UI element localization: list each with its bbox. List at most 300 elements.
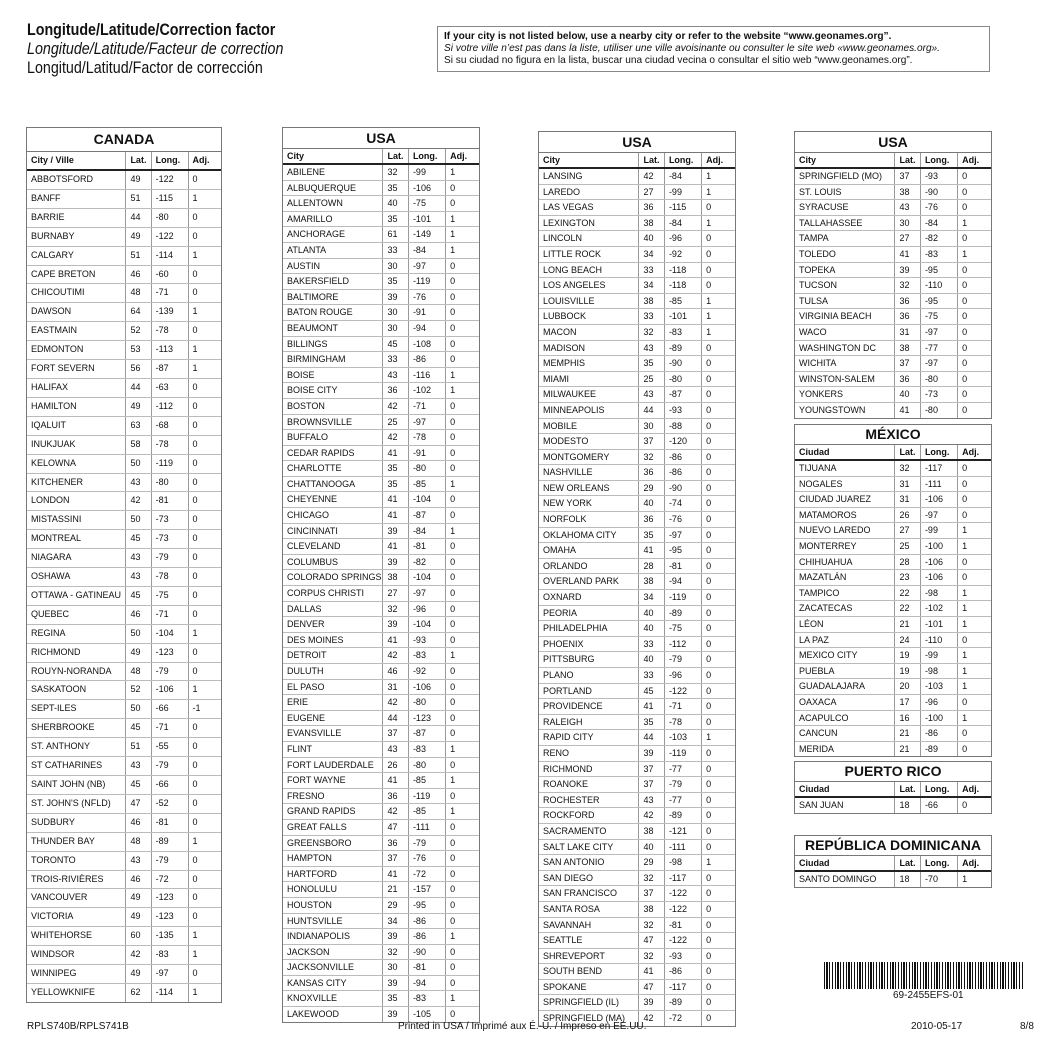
city-cell: SAVANNAH	[539, 917, 639, 933]
city-cell: INDIANAPOLIS	[283, 929, 383, 945]
lat-cell: 42	[383, 804, 408, 820]
long-cell: -122	[664, 933, 701, 949]
table-row	[795, 168, 991, 184]
city-cell: AUSTIN	[283, 258, 383, 274]
table-row	[283, 679, 479, 695]
lat-cell: 18	[895, 797, 920, 813]
column-header-lat: Lat.	[126, 152, 151, 170]
long-cell: -97	[151, 965, 188, 984]
city-cell: OSHAWA	[27, 568, 126, 587]
adj-cell: 0	[958, 492, 991, 508]
lat-cell: 45	[126, 776, 151, 795]
lat-cell: 43	[126, 473, 151, 492]
adj-cell: 1	[188, 681, 221, 700]
city-cell: EL PASO	[283, 679, 383, 695]
adj-cell: 0	[188, 568, 221, 587]
adj-cell: 0	[702, 839, 735, 855]
adj-cell: 0	[446, 882, 479, 898]
long-cell: -106	[920, 554, 957, 570]
lat-cell: 61	[383, 227, 408, 243]
adj-cell: 0	[188, 908, 221, 927]
lat-cell: 21	[895, 726, 920, 742]
long-cell: -66	[151, 776, 188, 795]
adj-cell: 1	[446, 383, 479, 399]
lat-cell: 32	[383, 164, 408, 180]
lat-cell: 31	[383, 679, 408, 695]
column-header-adj: Adj.	[188, 152, 221, 170]
table-row	[27, 170, 221, 189]
city-cell: SASKATOON	[27, 681, 126, 700]
table-row	[283, 617, 479, 633]
long-cell: -97	[408, 258, 445, 274]
adj-cell: 0	[446, 586, 479, 602]
long-cell: -79	[408, 835, 445, 851]
city-cell: REGINA	[27, 624, 126, 643]
adj-cell: 0	[446, 180, 479, 196]
long-cell: -78	[151, 568, 188, 587]
adj-cell: 0	[188, 170, 221, 189]
adj-cell: 1	[958, 679, 991, 695]
table-row	[795, 340, 991, 356]
adj-cell: 1	[446, 773, 479, 789]
adj-cell: 0	[446, 960, 479, 976]
city-cell: HALIFAX	[27, 378, 126, 397]
city-cell: TULSA	[795, 293, 895, 309]
city-cell: SOUTH BEND	[539, 964, 639, 980]
city-cell: GREENSBORO	[283, 835, 383, 851]
city-cell: WHITEHORSE	[27, 927, 126, 946]
adj-cell: 0	[446, 788, 479, 804]
long-cell: -112	[664, 636, 701, 652]
lat-cell: 40	[639, 652, 664, 668]
adj-cell: 0	[188, 397, 221, 416]
adj-cell: 1	[702, 309, 735, 325]
adj-cell: 0	[702, 543, 735, 559]
adj-cell: 1	[446, 242, 479, 258]
long-cell: -84	[408, 242, 445, 258]
adj-cell: 0	[188, 473, 221, 492]
long-cell: -66	[151, 700, 188, 719]
adj-cell: 0	[702, 558, 735, 574]
table-row	[795, 356, 991, 372]
long-cell: -108	[408, 336, 445, 352]
city-cell: BALTIMORE	[283, 289, 383, 305]
long-cell: -78	[408, 430, 445, 446]
table-row	[283, 352, 479, 368]
long-cell: -111	[664, 839, 701, 855]
table-row	[539, 979, 735, 995]
lat-cell: 35	[383, 274, 408, 290]
adj-cell: 0	[446, 196, 479, 212]
long-cell: -157	[408, 882, 445, 898]
long-cell: -100	[920, 538, 957, 554]
lat-cell: 49	[126, 889, 151, 908]
table-row	[27, 870, 221, 889]
city-cell: MONTREAL	[27, 530, 126, 549]
lat-cell: 40	[639, 231, 664, 247]
table-row	[795, 741, 991, 756]
table-row	[283, 1007, 479, 1022]
city-cell: BOISE	[283, 367, 383, 383]
lat-cell: 41	[639, 543, 664, 559]
table-header-row	[795, 445, 991, 460]
adj-cell: 0	[188, 643, 221, 662]
city-cell: HARTFORD	[283, 866, 383, 882]
city-cell: PLANO	[539, 668, 639, 684]
adj-cell: 0	[446, 289, 479, 305]
long-cell: -135	[151, 927, 188, 946]
adj-cell: 0	[702, 574, 735, 590]
lat-cell: 42	[383, 695, 408, 711]
lat-cell: 38	[895, 184, 920, 200]
column-header-long: Long.	[151, 152, 188, 170]
lat-cell: 34	[639, 278, 664, 294]
city-cell: YELLOWKNIFE	[31, 986, 96, 997]
lat-cell: 37	[895, 356, 920, 372]
lat-cell: 46	[126, 813, 151, 832]
lat-cell: 34	[639, 246, 664, 262]
lat-cell: 41	[383, 445, 408, 461]
adj-cell: 1	[958, 710, 991, 726]
table-row	[27, 246, 221, 265]
long-cell: -122	[664, 886, 701, 902]
lat-cell: 43	[639, 340, 664, 356]
lat-cell: 33	[639, 636, 664, 652]
table-row	[539, 590, 735, 606]
adj-cell: 0	[702, 465, 735, 481]
adj-cell: 0	[446, 414, 479, 430]
table-row	[539, 948, 735, 964]
column-header-adj: Adj.	[702, 153, 735, 168]
table-row	[27, 397, 221, 416]
adj-cell: 0	[188, 454, 221, 473]
city-cell: BUFFALO	[283, 430, 383, 446]
city-cell: ABILENE	[283, 164, 383, 180]
long-cell: -68	[151, 416, 188, 435]
city-cell: MODESTO	[539, 434, 639, 450]
city-cell: LÉON	[795, 616, 895, 632]
adj-cell: 0	[702, 886, 735, 902]
city-cell: ZACATECAS	[795, 601, 895, 617]
city-cell: HAMILTON	[27, 397, 126, 416]
city-cell: NORFOLK	[539, 512, 639, 528]
table-row	[539, 512, 735, 528]
long-cell: -71	[151, 605, 188, 624]
table-row	[283, 258, 479, 274]
long-cell: -90	[664, 480, 701, 496]
long-cell: -80	[664, 371, 701, 387]
lat-cell: 43	[126, 568, 151, 587]
lat-cell: 35	[639, 356, 664, 372]
lat-cell: 48	[126, 662, 151, 681]
adj-cell: 0	[188, 322, 221, 341]
long-cell: -81	[664, 558, 701, 574]
adj-cell: 0	[958, 340, 991, 356]
city-cell: LONDON	[27, 492, 126, 511]
adj-cell: 0	[958, 231, 991, 247]
city-cell: RALEIGH	[539, 714, 639, 730]
city-cell: COLUMBUS	[283, 554, 383, 570]
adj-cell: 0	[446, 710, 479, 726]
long-cell: -75	[408, 196, 445, 212]
city-cell: MONTERREY	[795, 538, 895, 554]
city-cell: BEAUMONT	[283, 320, 383, 336]
long-cell: -111	[408, 819, 445, 835]
long-cell: -80	[920, 371, 957, 387]
table-row	[283, 164, 479, 180]
city-cell: BIRMINGHAM	[283, 352, 383, 368]
table-header-row	[795, 153, 991, 168]
city-cell: HONOLULU	[283, 882, 383, 898]
city-cell: CORPUS CHRISTI	[283, 586, 383, 602]
city-cell: EVANSVILLE	[283, 726, 383, 742]
adj-cell: 0	[702, 402, 735, 418]
table-row	[539, 449, 735, 465]
table-row	[283, 773, 479, 789]
adj-cell: 0	[702, 512, 735, 528]
city-cell: RICHMOND	[539, 761, 639, 777]
table-row	[27, 378, 221, 397]
city-cell: MACON	[539, 324, 639, 340]
long-cell: -75	[920, 309, 957, 325]
lat-cell: 36	[383, 835, 408, 851]
long-cell: -96	[664, 668, 701, 684]
table-row	[283, 492, 479, 508]
long-cell: -87	[151, 360, 188, 379]
long-cell: -103	[920, 679, 957, 695]
lat-cell: 64	[126, 303, 151, 322]
city-cell: SEPT-ILES	[27, 700, 126, 719]
long-cell: -103	[664, 730, 701, 746]
table-row	[795, 507, 991, 523]
lat-cell: 41	[895, 402, 920, 417]
table-row	[27, 473, 221, 492]
city-cell: MEXICO CITY	[795, 648, 895, 664]
long-cell: -79	[151, 662, 188, 681]
adj-cell: 0	[188, 511, 221, 530]
table-row	[27, 435, 221, 454]
lat-cell: 25	[639, 371, 664, 387]
lat-cell: 42	[126, 946, 151, 965]
long-cell: -85	[408, 804, 445, 820]
long-cell: -104	[151, 624, 188, 643]
long-cell: -73	[920, 387, 957, 403]
website-note	[437, 26, 990, 72]
lat-cell: 42	[639, 808, 664, 824]
lat-cell: 47	[383, 819, 408, 835]
long-cell: -80	[151, 208, 188, 227]
long-cell: -73	[151, 530, 188, 549]
table-header-row	[283, 149, 479, 164]
adj-cell: 0	[958, 293, 991, 309]
adj-cell: 0	[702, 262, 735, 278]
table-grid	[27, 152, 221, 1002]
adj-cell: 0	[446, 897, 479, 913]
city-cell: LINCOLN	[539, 231, 639, 247]
adj-cell: 0	[958, 507, 991, 523]
city-cell: GRAND RAPIDS	[283, 804, 383, 820]
table-row	[283, 180, 479, 196]
table-row	[539, 823, 735, 839]
long-cell: -97	[408, 586, 445, 602]
city-cell: OAXACA	[795, 694, 895, 710]
lat-cell: 38	[895, 340, 920, 356]
lat-cell: 27	[639, 184, 664, 200]
city-cell: RENO	[539, 745, 639, 761]
city-cell: MEMPHIS	[539, 356, 639, 372]
long-cell: -55	[151, 738, 188, 757]
lat-cell: 36	[383, 383, 408, 399]
long-cell: -123	[151, 643, 188, 662]
long-cell: -119	[664, 590, 701, 606]
table-row	[539, 324, 735, 340]
adj-cell: 1	[188, 624, 221, 643]
table-row	[283, 414, 479, 430]
table-row	[283, 819, 479, 835]
table-row	[795, 694, 991, 710]
adj-cell: 0	[702, 231, 735, 247]
adj-cell: 0	[188, 794, 221, 813]
lat-cell: 41	[895, 246, 920, 262]
city-cell: SANTA ROSA	[539, 901, 639, 917]
adj-cell: 0	[702, 979, 735, 995]
table-row	[795, 797, 991, 813]
adj-cell: 0	[446, 975, 479, 991]
city-cell: SAN JUAN	[799, 800, 844, 810]
city-cell: CAPE BRETON	[27, 265, 126, 284]
adj-cell: 0	[702, 823, 735, 839]
adj-cell: 0	[702, 496, 735, 512]
note-english: If your city is not listed below, use a nearby city or refer to the website “www.geonames.org”.	[444, 31, 892, 42]
long-cell: -86	[408, 929, 445, 945]
lat-cell: 22	[895, 601, 920, 617]
long-cell: -98	[920, 585, 957, 601]
table-header-row	[27, 152, 221, 170]
lat-cell: 36	[895, 371, 920, 387]
adj-cell: 0	[958, 726, 991, 742]
table-row	[283, 383, 479, 399]
lat-cell: 51	[126, 189, 151, 208]
adj-cell: 0	[446, 866, 479, 882]
city-cell: OMAHA	[539, 543, 639, 559]
long-cell: -52	[151, 794, 188, 813]
lat-cell: 37	[383, 726, 408, 742]
table-row	[795, 523, 991, 539]
adj-cell: 0	[702, 995, 735, 1011]
column-header-city: Ciudad	[795, 782, 895, 797]
adj-cell: 0	[958, 184, 991, 200]
table-row	[539, 870, 735, 886]
adj-cell: 0	[446, 398, 479, 414]
long-cell: -93	[408, 632, 445, 648]
table-row	[27, 738, 221, 757]
city-cell: KITCHENER	[27, 473, 126, 492]
adj-cell: 0	[446, 570, 479, 586]
table-row	[795, 402, 991, 417]
table-row	[283, 975, 479, 991]
city-cell: ST CATHARINES	[27, 757, 126, 776]
lat-cell: 37	[639, 761, 664, 777]
city-cell: OTTAWA - GATINEAU	[27, 586, 126, 605]
long-cell: -79	[664, 652, 701, 668]
adj-cell: 0	[702, 761, 735, 777]
table-row	[539, 668, 735, 684]
adj-cell: 0	[188, 549, 221, 568]
table-row	[539, 730, 735, 746]
long-cell: -99	[408, 164, 445, 180]
long-cell: -119	[664, 745, 701, 761]
table-row	[27, 794, 221, 813]
long-cell: -106	[920, 570, 957, 586]
table-row	[27, 360, 221, 379]
long-cell: -84	[920, 215, 957, 231]
city-cell: EASTMAIN	[27, 322, 126, 341]
lat-cell: 41	[383, 539, 408, 555]
city-cell: HOUSTON	[283, 897, 383, 913]
long-cell: -123	[408, 710, 445, 726]
city-cell: CHEYENNE	[283, 492, 383, 508]
table-row	[27, 284, 221, 303]
long-cell: -121	[664, 823, 701, 839]
adj-cell: 0	[188, 965, 221, 984]
adj-cell: 0	[446, 601, 479, 617]
city-cell: WINSTON-SALEM	[795, 371, 895, 387]
adj-cell: 0	[446, 554, 479, 570]
long-cell: -90	[920, 184, 957, 200]
city-cell: SANTO DOMINGO	[799, 874, 877, 884]
long-cell: -117	[664, 870, 701, 886]
adj-cell: 0	[188, 586, 221, 605]
adj-cell: 0	[446, 539, 479, 555]
table-row	[283, 726, 479, 742]
table-row	[539, 278, 735, 294]
long-cell: -76	[664, 512, 701, 528]
table-row	[283, 274, 479, 290]
city-cell: CHATTANOOGA	[283, 476, 383, 492]
adj-cell: 0	[702, 917, 735, 933]
lat-cell: 33	[383, 352, 408, 368]
long-cell: -85	[664, 293, 701, 309]
lat-cell: 46	[126, 870, 151, 889]
adj-cell: 0	[702, 777, 735, 793]
city-cell: WICHITA	[795, 356, 895, 372]
adj-cell: 1	[446, 804, 479, 820]
table-grid	[795, 445, 991, 756]
city-cell: ATLANTA	[283, 242, 383, 258]
long-cell: -85	[408, 773, 445, 789]
city-cell: TORONTO	[27, 851, 126, 870]
table-row	[283, 913, 479, 929]
column-header-adj: Adj.	[446, 149, 479, 164]
table-row	[27, 700, 221, 719]
table-row	[27, 624, 221, 643]
city-cell: NEW ORLEANS	[539, 480, 639, 496]
adj-cell: 0	[958, 262, 991, 278]
lat-cell: 27	[895, 231, 920, 247]
table-row	[283, 897, 479, 913]
table-grid	[795, 153, 991, 418]
adj-cell: 1	[188, 246, 221, 265]
lat-cell: 33	[639, 668, 664, 684]
long-cell: -83	[408, 648, 445, 664]
lat-cell: 30	[383, 960, 408, 976]
city-cell: TIJUANA	[795, 460, 895, 476]
adj-cell: 0	[446, 835, 479, 851]
lat-cell: 42	[383, 430, 408, 446]
long-cell: -122	[151, 227, 188, 246]
lat-cell: 52	[126, 322, 151, 341]
long-cell: -75	[151, 586, 188, 605]
